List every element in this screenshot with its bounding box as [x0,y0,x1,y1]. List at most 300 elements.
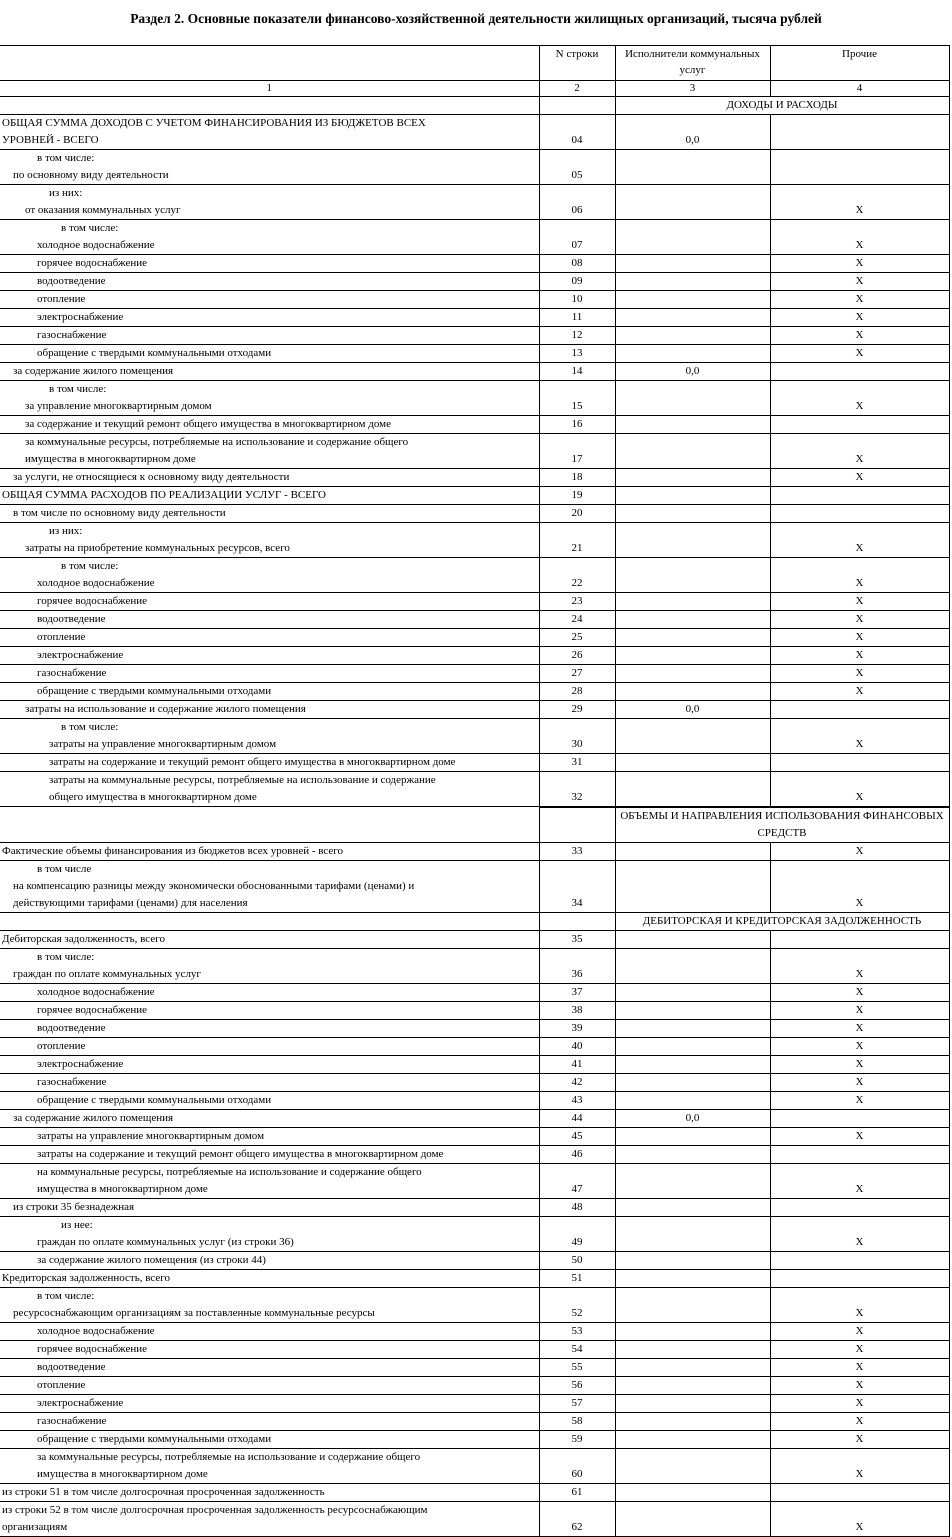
header-col-1 [0,46,539,81]
row-other-value: X [770,469,949,487]
row-line-number: 40 [539,1037,615,1055]
row-utility-value [615,1145,770,1163]
row-line-number: 50 [539,1251,615,1269]
row-label-cell [0,487,539,505]
row-label-line: холодное водоснабжение [37,985,155,998]
row-label-cell [0,1019,539,1037]
row-label-line: отопление [37,293,86,305]
table-row [0,273,949,291]
row-label-cell [0,1216,539,1251]
table-row [0,683,949,701]
row-other-value: X [770,719,949,754]
header-col-other: Прочие [770,46,949,81]
row-label-line: затраты на содержание и текущий ремонт общего имущества в многоквартирном доме [49,756,456,768]
row-utility-value [615,1019,770,1037]
row-other-value: X [770,1430,949,1448]
row-label-cell [0,593,539,611]
row-label-line: за услуги, не относящиеся к основному виду деятельности [13,471,290,483]
row-utility-value [615,754,770,772]
row-label-line: обращение с твердыми коммунальными отходами [37,1432,272,1445]
section-spacer-num [539,97,615,115]
row-label-cell [0,1091,539,1109]
row-other-value: X [770,1287,949,1322]
row-label-cell [0,930,539,948]
row-utility-value [615,719,770,754]
row-label-line: на коммунальные ресурсы, потребляемые на использование и содержание общего [37,1165,422,1178]
row-other-value: X [770,309,949,327]
row-utility-value [615,1037,770,1055]
row-label-cell [0,860,539,912]
table-row [0,983,949,1001]
table-row [0,1287,949,1322]
row-utility-value [615,487,770,505]
row-other-value: X [770,1127,949,1145]
page-title: Раздел 2. Основные показатели финансово-хозяйственной деятельности жилищных организаций, тысяча рублей [130,11,822,26]
row-other-value: X [770,860,949,912]
table-row [0,593,949,611]
section-title-debt: ДЕБИТОРСКАЯ И КРЕДИТОРСКАЯ ЗАДОЛЖЕННОСТЬ [615,912,949,930]
row-label-line: обращение с твердыми коммунальными отходами [37,1093,272,1106]
table-row [0,1322,949,1340]
row-line-number: 53 [539,1322,615,1340]
row-line-number: 33 [539,842,615,860]
row-label-line: затраты на коммунальные ресурсы, потребляемые на использование и содержание [49,774,436,786]
row-line-number: 58 [539,1412,615,1430]
row-label-cell [0,754,539,772]
row-other-value: X [770,1501,949,1536]
section-spacer [0,97,539,115]
table-row [0,185,949,220]
row-utility-value [615,345,770,363]
row-utility-value [615,983,770,1001]
row-other-value [770,754,949,772]
row-utility-value [615,1198,770,1216]
table-row [0,1073,949,1091]
section-title-income: ДОХОДЫ И РАСХОДЫ [615,97,949,115]
table-row [0,381,949,416]
row-label-line: обращение с твердыми коммунальными отходами [37,685,272,697]
row-label-cell [0,345,539,363]
row-line-number: 37 [539,983,615,1001]
row-label-cell [0,772,539,807]
row-line-number: 41 [539,1055,615,1073]
row-label-cell [0,434,539,469]
row-label-cell [0,115,539,150]
row-utility-value [615,1448,770,1483]
row-label-line: газоснабжение [37,329,107,341]
row-label-cell [0,719,539,754]
row-utility-value [615,1073,770,1091]
row-utility-value [615,1412,770,1430]
section-row-income [0,97,949,115]
table-row [0,665,949,683]
row-other-value [770,1483,949,1501]
row-line-number: 12 [539,327,615,345]
row-utility-value [615,1483,770,1501]
row-label-line: за коммунальные ресурсы, потребляемые на использование и содержание общего [25,436,409,448]
row-label-line: из строки 52 в том числе долгосрочная просроченная задолженность ресурсоснабжающим [2,1503,428,1516]
row-label-line: электроснабжение [37,1057,124,1070]
row-label-line: за управление многоквартирным домом [25,400,212,412]
row-line-number: 44 [539,1109,615,1127]
row-line-number: 55 [539,1358,615,1376]
table-row [0,1019,949,1037]
row-utility-value [615,1430,770,1448]
table-row [0,487,949,505]
table-row [0,860,949,912]
row-line-number: 29 [539,701,615,719]
row-other-value: X [770,593,949,611]
row-label-line: в том числе: [37,950,95,963]
table-row [0,611,949,629]
row-other-value: X [770,523,949,558]
financial-indicators-table [0,45,950,1537]
table-row [0,1376,949,1394]
row-utility-value [615,220,770,255]
row-line-number: 54 [539,1340,615,1358]
row-label-cell [0,416,539,434]
row-label-line: организациям [2,1520,68,1533]
row-label-cell [0,1448,539,1483]
row-line-number: 25 [539,629,615,647]
row-label-line: Фактические объемы финансирования из бюджетов всех уровней - всего [2,844,344,857]
row-label-cell [0,1001,539,1019]
row-line-number: 21 [539,523,615,558]
row-label-cell [0,983,539,1001]
row-other-value [770,1145,949,1163]
section-row-debt [0,912,949,930]
row-label-line: за содержание жилого помещения (из строки 44) [37,1253,266,1266]
table-row [0,1483,949,1501]
row-label-line: газоснабжение [37,1075,107,1088]
row-line-number: 07 [539,220,615,255]
row-label-line: в том числе: [61,560,119,572]
row-other-value: X [770,983,949,1001]
table-row [0,469,949,487]
row-label-line: от оказания коммунальных услуг [25,204,181,216]
row-line-number: 46 [539,1145,615,1163]
row-utility-value [615,629,770,647]
row-utility-value [615,273,770,291]
row-other-value: X [770,1055,949,1073]
row-other-value: X [770,1073,949,1091]
row-label-line: УРОВНЕЙ - ВСЕГО [2,134,99,146]
row-other-value: X [770,629,949,647]
row-label-cell [0,948,539,983]
row-other-value: X [770,327,949,345]
table-row [0,1448,949,1483]
row-label-cell [0,309,539,327]
row-line-number: 13 [539,345,615,363]
row-label-line: ОБЩАЯ СУММА РАСХОДОВ ПО РЕАЛИЗАЦИИ УСЛУГ - ВСЕГО [2,489,327,501]
table-row [0,416,949,434]
row-label-line: по основному виду деятельности [13,169,169,181]
row-label-line: водоотведение [37,275,106,287]
row-label-line: из нее: [61,1218,93,1231]
row-label-cell [0,701,539,719]
table-row [0,523,949,558]
table-row [0,772,949,807]
row-line-number: 08 [539,255,615,273]
row-other-value: X [770,1163,949,1198]
row-line-number: 04 [539,115,615,150]
row-other-value: X [770,772,949,807]
row-line-number: 09 [539,273,615,291]
row-utility-value [615,434,770,469]
row-utility-value: 0,0 [615,115,770,150]
row-line-number: 48 [539,1198,615,1216]
row-line-number: 28 [539,683,615,701]
row-other-value: X [770,558,949,593]
table-row [0,1430,949,1448]
row-label-line: из них: [49,187,83,199]
row-utility-value: 0,0 [615,701,770,719]
row-other-value: X [770,185,949,220]
row-label-cell [0,1430,539,1448]
table-row [0,754,949,772]
section-spacer-num [539,912,615,930]
row-other-value: X [770,1394,949,1412]
row-other-value: X [770,1376,949,1394]
row-other-value [770,487,949,505]
header-num-1: 1 [0,81,539,97]
row-line-number: 15 [539,381,615,416]
header-utility-providers-label: Исполнители коммунальных услуг [625,48,760,76]
row-label-line: в том числе: [61,721,119,733]
row-label-line: водоотведение [37,1021,106,1034]
row-utility-value [615,327,770,345]
row-utility-value [615,1340,770,1358]
row-other-value [770,1109,949,1127]
table-row [0,1145,949,1163]
table-row [0,505,949,523]
row-label-line: затраты на содержание и текущий ремонт общего имущества в многоквартирном доме [37,1147,444,1160]
table-row [0,1394,949,1412]
table-body [0,46,949,1537]
row-line-number: 49 [539,1216,615,1251]
table-row [0,719,949,754]
row-line-number: 26 [539,647,615,665]
row-utility-value [615,647,770,665]
row-other-value: X [770,381,949,416]
row-other-value: X [770,665,949,683]
section-spacer [0,807,539,843]
header-col-utility-providers [615,46,770,81]
row-label-cell [0,1037,539,1055]
table-row [0,1216,949,1251]
row-other-value [770,1198,949,1216]
table-row [0,1412,949,1430]
row-label-cell [0,1269,539,1287]
row-utility-value [615,1001,770,1019]
row-utility-value [615,772,770,807]
row-label-cell [0,1501,539,1536]
row-utility-value [615,1127,770,1145]
section-title-financing: ОБЪЕМЫ И НАПРАВЛЕНИЯ ИСПОЛЬЗОВАНИЯ ФИНАНСОВЫХ СРЕДСТВ [615,807,949,843]
row-utility-value [615,611,770,629]
row-label-line: на компенсацию разницы между экономически обоснованными тарифами (ценами) и [13,879,415,892]
row-utility-value [615,1216,770,1251]
row-utility-value [615,1269,770,1287]
row-label-cell [0,1322,539,1340]
row-label-cell [0,1198,539,1216]
row-line-number: 39 [539,1019,615,1037]
row-label-cell [0,291,539,309]
row-label-cell [0,363,539,381]
row-utility-value: 0,0 [615,1109,770,1127]
table-row [0,1198,949,1216]
row-label-line: в том числе [37,862,92,875]
row-other-value [770,1269,949,1287]
row-line-number: 11 [539,309,615,327]
row-line-number: 60 [539,1448,615,1483]
row-other-value [770,1251,949,1269]
row-line-number: 10 [539,291,615,309]
row-label-line: из них: [49,525,83,537]
row-utility-value [615,683,770,701]
row-utility-value [615,1055,770,1073]
table-row [0,1055,949,1073]
row-label-line: ресурсоснабжающим организациям за поставленные коммунальные ресурсы [13,1306,375,1319]
row-label-line: электроснабжение [37,649,124,661]
table-row [0,255,949,273]
row-label-line: имущества в многоквартирном доме [37,1182,208,1195]
row-label-cell [0,469,539,487]
row-line-number: 47 [539,1163,615,1198]
table-row [0,842,949,860]
row-other-value: X [770,220,949,255]
row-line-number: 36 [539,948,615,983]
row-label-cell [0,185,539,220]
row-line-number: 56 [539,1376,615,1394]
row-label-cell [0,523,539,558]
row-label-line: за содержание и текущий ремонт общего имущества в многоквартирном доме [25,418,391,430]
row-label-line: граждан по оплате коммунальных услуг (из строки 36) [37,1235,294,1248]
row-line-number: 62 [539,1501,615,1536]
row-label-line: за коммунальные ресурсы, потребляемые на использование и содержание общего [37,1450,421,1463]
table-row [0,558,949,593]
row-utility-value [615,1091,770,1109]
row-line-number: 23 [539,593,615,611]
table-row [0,363,949,381]
row-other-value [770,150,949,185]
row-label-cell [0,273,539,291]
header-num-2: 2 [539,81,615,97]
row-label-line: в том числе: [61,222,119,234]
table-row [0,309,949,327]
row-label-cell [0,1287,539,1322]
row-line-number: 27 [539,665,615,683]
row-line-number: 57 [539,1394,615,1412]
row-line-number: 19 [539,487,615,505]
row-line-number: 16 [539,416,615,434]
row-line-number: 18 [539,469,615,487]
row-other-value [770,701,949,719]
row-other-value: X [770,1322,949,1340]
row-other-value: X [770,1216,949,1251]
row-line-number: 61 [539,1483,615,1501]
row-utility-value [615,505,770,523]
table-row [0,1037,949,1055]
row-line-number: 43 [539,1091,615,1109]
row-other-value [770,505,949,523]
row-other-value: X [770,1448,949,1483]
row-label-line: общего имущества в многоквартирном доме [49,791,257,803]
row-label-cell [0,1412,539,1430]
table-row [0,629,949,647]
row-label-line: в том числе: [37,1289,95,1302]
row-label-cell [0,629,539,647]
row-utility-value [615,860,770,912]
row-label-line: горячее водоснабжение [37,1342,147,1355]
row-label-line: отопление [37,1039,86,1052]
row-label-line: водоотведение [37,1360,106,1373]
table-row [0,115,949,150]
row-label-cell [0,150,539,185]
header-col-line-number [539,46,615,81]
table-row [0,1269,949,1287]
row-label-line: горячее водоснабжение [37,257,147,269]
row-other-value: X [770,683,949,701]
row-line-number: 20 [539,505,615,523]
row-label-cell [0,665,539,683]
row-label-line: электроснабжение [37,1396,124,1409]
row-line-number: 45 [539,1127,615,1145]
row-label-line: затраты на управление многоквартирным домом [37,1129,265,1142]
row-utility-value: 0,0 [615,363,770,381]
header-line-number-label: N строки [555,48,599,60]
table-row [0,1358,949,1376]
table-row [0,1109,949,1127]
row-other-value [770,115,949,150]
row-label-cell [0,1340,539,1358]
row-other-value: X [770,345,949,363]
row-utility-value [615,416,770,434]
row-label-line: горячее водоснабжение [37,1003,147,1016]
row-utility-value [615,381,770,416]
row-label-line: затраты на приобретение коммунальных ресурсов, всего [25,542,290,554]
row-other-value [770,416,949,434]
row-label-line: в том числе: [37,152,95,164]
row-label-cell [0,1073,539,1091]
row-line-number: 52 [539,1287,615,1322]
row-label-line: холодное водоснабжение [37,1324,155,1337]
row-utility-value [615,255,770,273]
row-utility-value [615,1501,770,1536]
row-label-cell [0,1055,539,1073]
row-label-line: затраты на управление многоквартирным домом [49,738,277,750]
row-label-cell [0,1394,539,1412]
row-label-line: холодное водоснабжение [37,239,155,251]
row-label-line: из строки 51 в том числе долгосрочная просроченная задолженность [2,1485,325,1498]
section-row-financing [0,807,949,843]
header-number-row [0,81,949,97]
row-utility-value [615,665,770,683]
header-num-4: 4 [770,81,949,97]
row-label-cell [0,1145,539,1163]
table-row [0,150,949,185]
row-other-value: X [770,291,949,309]
row-utility-value [615,1251,770,1269]
row-utility-value [615,1322,770,1340]
row-label-line: газоснабжение [37,667,107,679]
row-utility-value [615,1394,770,1412]
row-utility-value [615,1358,770,1376]
row-utility-value [615,523,770,558]
row-other-value: X [770,1091,949,1109]
row-label-line: водоотведение [37,613,106,625]
row-other-value [770,363,949,381]
